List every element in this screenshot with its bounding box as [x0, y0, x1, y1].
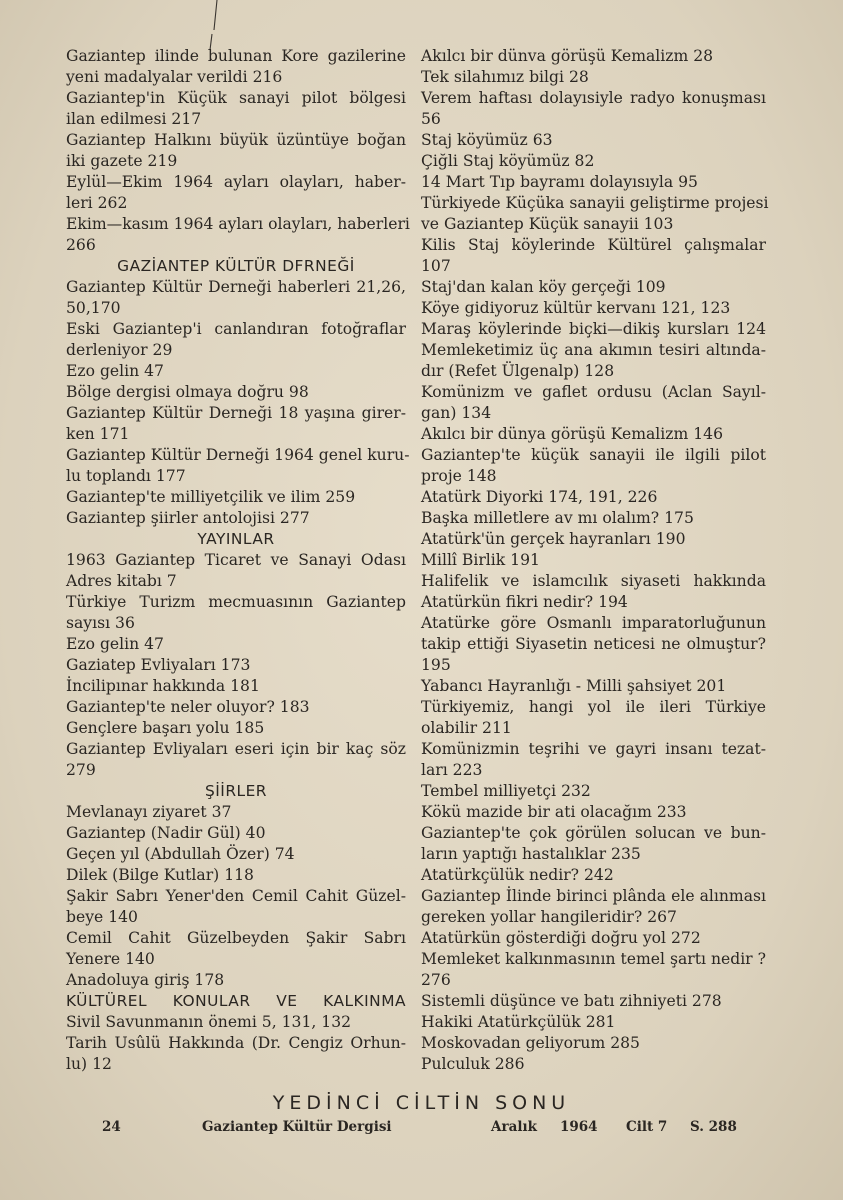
index-line: Moskovadan geliyorum 285: [421, 1034, 640, 1052]
index-line: Gaziantep İlinde birinci plânda ele alınması: [421, 887, 766, 905]
index-line: Atatürkün gösterdiği doğru yol 272: [421, 929, 701, 947]
index-line: Gaziantep'te neler oluyor? 183: [66, 698, 310, 716]
volume-end-title: YEDİNCİ CİLTİN SONU: [272, 1092, 571, 1114]
index-line: Gaziantep'te milliyetçilik ve ilim 259: [66, 488, 356, 506]
index-line: İncilipınar hakkında 181: [66, 677, 260, 695]
index-line: Sivil Savunmanın önemi 5, 131, 132: [66, 1013, 352, 1031]
index-line: Sistemli düşünce ve batı zihniyeti 278: [421, 992, 722, 1010]
index-line: gereken yollar hangileridir? 267: [421, 908, 677, 926]
index-line: ların yaptığı hastalıklar 235: [421, 845, 641, 863]
index-line: lu) 12: [66, 1055, 112, 1073]
section-heading: GAZİANTEP KÜLTÜR DFRNEĞİ: [117, 257, 355, 275]
footer-volume: Cilt 7: [626, 1119, 668, 1135]
index-line: ilan edilmesi 217: [66, 110, 202, 128]
index-line: Tek silahımız bilgi 28: [421, 68, 589, 86]
index-line: Türkiyemiz, hangi yol ile ileri Türkiye: [421, 698, 766, 716]
index-line: Ezo gelin 47: [66, 362, 164, 380]
index-line: leri 262: [66, 194, 128, 212]
footer-year: 1964: [560, 1119, 598, 1135]
index-line: Maraş köylerinde biçki—dikiş kursları 124: [421, 320, 766, 338]
index-line: 107: [421, 257, 451, 275]
index-line: Gençlere başarı yolu 185: [66, 719, 265, 737]
pencil-mark: [200, 0, 230, 52]
index-line: Halifelik ve islamcılık siyaseti hakkında: [421, 572, 766, 590]
index-line: Pulculuk 286: [421, 1055, 525, 1073]
index-line: Millî Birlik 191: [421, 551, 540, 569]
index-line: Atatürkün fikri nedir? 194: [421, 593, 628, 611]
index-line: 1963 Gaziantep Ticaret ve Sanayi Odası: [66, 551, 406, 569]
index-line: takip ettiği Siyasetin neticesi ne olmuştur?: [421, 635, 766, 653]
index-line: gan) 134: [421, 404, 492, 422]
footer-month: Aralık: [491, 1119, 537, 1135]
index-line: Gaziantep şiirler antolojisi 277: [66, 509, 310, 527]
index-line: yeni madalyalar verildi 216: [66, 68, 283, 86]
index-line: Yenere 140: [66, 950, 155, 968]
index-line: Tarih Usûlü Hakkında (Dr. Cengiz Orhun-: [66, 1034, 406, 1052]
index-line: ken 171: [66, 425, 130, 443]
index-line: Komünizmin teşrihi ve gayri insanı tezat-: [421, 740, 766, 758]
index-line: Staj köyümüz 63: [421, 131, 553, 149]
index-line: Akılcı bir dünva görüşü Kemalizm 28: [421, 47, 714, 65]
index-line: Adres kitabı 7: [66, 572, 177, 590]
index-line: Atatürk'ün gerçek hayranları 190: [421, 530, 686, 548]
index-line: dır (Refet Ülgenalp) 128: [421, 362, 615, 380]
index-line: 195: [421, 656, 451, 674]
index-line: Ezo gelin 47: [66, 635, 164, 653]
index-line: Hakiki Atatürkçülük 281: [421, 1013, 616, 1031]
journal-name: Gaziantep Kültür Dergisi: [202, 1119, 392, 1135]
index-line: Eski Gaziantep'i canlandıran fotoğraflar: [66, 320, 406, 338]
index-line: Geçen yıl (Abdullah Özer) 74: [66, 845, 295, 863]
index-line: Gaziantep'te küçük sanayii ile ilgili pilot: [421, 446, 766, 464]
index-line: Gaziantep Kültür Derneği 18 yaşına girer-: [66, 404, 406, 422]
index-line: 279: [66, 761, 96, 779]
index-line: Şakir Sabrı Yener'den Cemil Cahit Güzel-: [66, 887, 406, 905]
index-line: Kilis Staj köylerinde Kültürel çalışmalar: [421, 236, 766, 254]
index-line: 56: [421, 110, 441, 128]
index-line: olabilir 211: [421, 719, 512, 737]
index-line: Mevlanayı ziyaret 37: [66, 803, 232, 821]
index-line: Gaziantep Halkını büyük üzüntüye boğan: [66, 131, 406, 149]
index-line: Gaziantep Kültür Derneği haberleri 21,26,: [66, 278, 406, 296]
index-line: Gaziantep ilinde bulunan Kore gazilerine: [66, 47, 406, 65]
index-line: Atatürkçülük nedir? 242: [421, 866, 614, 884]
index-line: Dilek (Bilge Kutlar) 118: [66, 866, 254, 884]
index-line: Bölge dergisi olmaya doğru 98: [66, 383, 309, 401]
index-line: Gaziantep Kültür Derneği 1964 genel kuru-: [66, 446, 410, 464]
index-line: 14 Mart Tıp bayramı dolayısıyla 95: [421, 173, 698, 191]
section-heading: YAYINLAR: [197, 530, 275, 548]
index-line: Eylül—Ekim 1964 ayları olayları, haber-: [66, 173, 406, 191]
section-heading: KÜLTÜREL KONULAR VE KALKINMA: [66, 992, 406, 1010]
index-line: Staj'dan kalan köy gerçeği 109: [421, 278, 666, 296]
page-number: 24: [102, 1119, 121, 1135]
index-line: Türkiye Turizm mecmuasının Gaziantep: [66, 593, 406, 611]
index-line: Akılcı bir dünya görüşü Kemalizm 146: [421, 425, 723, 443]
index-line: 50,170: [66, 299, 121, 317]
right-column: [421, 46, 769, 1075]
left-column: [66, 46, 410, 1075]
index-line: 276: [421, 971, 451, 989]
index-line: Cemil Cahit Güzelbeyden Şakir Sabrı: [66, 929, 406, 947]
index-line: Köye gidiyoruz kültür kervanı 121, 123: [421, 299, 731, 317]
index-line: Komünizm ve gaflet ordusu (Aclan Sayıl-: [421, 383, 766, 401]
section-heading: ŞİİRLER: [204, 782, 268, 800]
footer-issue: S. 288: [690, 1119, 737, 1135]
index-line: Yabancı Hayranlığı - Milli şahsiyet 201: [421, 677, 727, 695]
index-line: Çiğli Staj köyümüz 82: [421, 152, 595, 170]
index-line: Türkiyede Küçüka sanayii geliştirme projesi: [421, 194, 769, 212]
page-footer: [0, 1119, 843, 1141]
index-line: Gaziantep Evliyaları eseri için bir kaç söz: [66, 740, 406, 758]
index-line: proje 148: [421, 467, 497, 485]
index-line: 266: [66, 236, 96, 254]
index-line: Gaziantep (Nadir Gül) 40: [66, 824, 266, 842]
index-line: Kökü mazide bir ati olacağım 233: [421, 803, 687, 821]
index-line: derleniyor 29: [66, 341, 173, 359]
index-line: Memleket kalkınmasının temel şartı nedir ?: [421, 950, 766, 968]
index-line: Başka milletlere av mı olalım? 175: [421, 509, 694, 527]
index-line: Gaziantep'te çok görülen solucan ve bun-: [421, 824, 766, 842]
index-line: Atatürke göre Osmanlı imparatorluğunun: [421, 614, 766, 632]
index-line: Gaziantep'in Küçük sanayi pilot bölgesi: [66, 89, 406, 107]
index-line: Anadoluya giriş 178: [66, 971, 225, 989]
index-line: Tembel milliyetçi 232: [421, 782, 591, 800]
index-line: beye 140: [66, 908, 138, 926]
index-line: iki gazete 219: [66, 152, 178, 170]
index-line: Ekim—kasım 1964 ayları olayları, haberleri: [66, 215, 410, 233]
index-line: ve Gaziantep Küçük sanayii 103: [421, 215, 674, 233]
index-line: sayısı 36: [66, 614, 135, 632]
index-line: ları 223: [421, 761, 483, 779]
index-line: Verem haftası dolayısiyle radyo konuşması: [421, 89, 766, 107]
index-line: Gaziatep Evliyaları 173: [66, 656, 251, 674]
index-line: lu toplandı 177: [66, 467, 186, 485]
index-line: Memleketimiz üç ana akımın tesiri altında-: [421, 341, 766, 359]
index-line: Atatürk Diyorki 174, 191, 226: [421, 488, 658, 506]
